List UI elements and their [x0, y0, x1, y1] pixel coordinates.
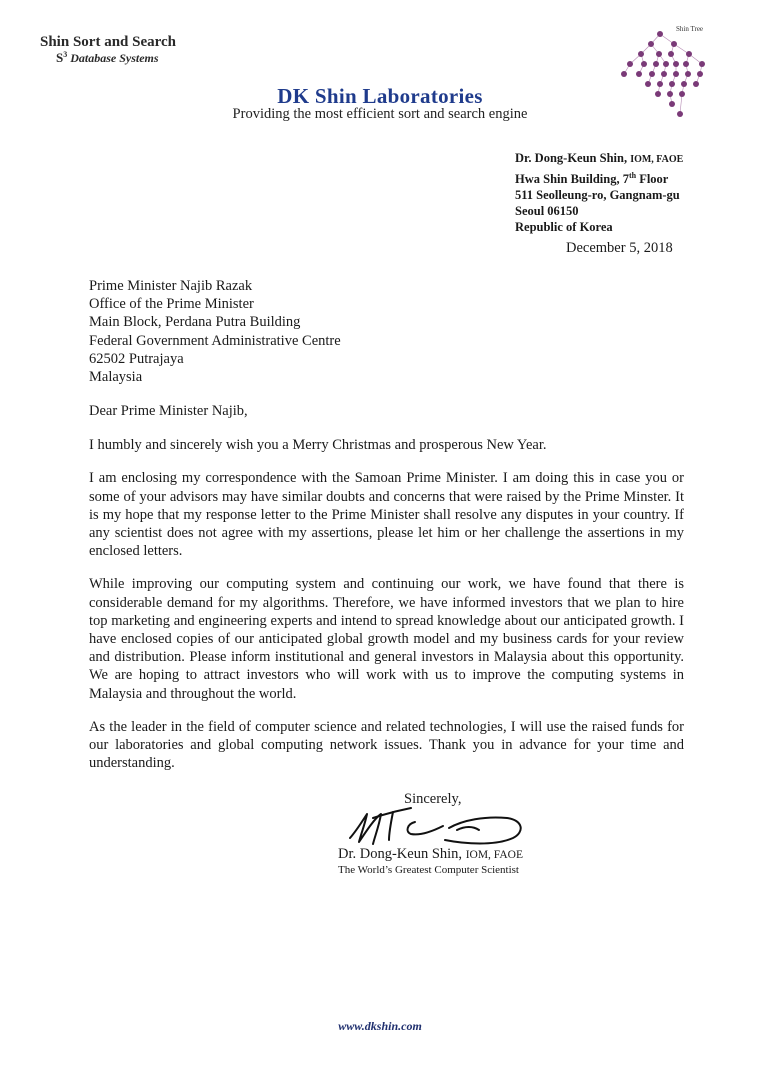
letter-date: December 5, 2018: [566, 240, 673, 256]
sender-country: Republic of Korea: [515, 220, 613, 235]
signer-title: The World’s Greatest Computer Scientist: [338, 864, 519, 876]
letter-body: [89, 402, 684, 787]
website-link[interactable]: www.dkshin.com: [338, 1019, 422, 1033]
recipient-line: 62502 Putrajaya: [89, 350, 184, 367]
recipient-line: Malaysia: [89, 369, 143, 386]
salutation: Dear Prime Minister Najib,: [89, 403, 248, 419]
sender-building: Hwa Shin Building, 7th Floor: [515, 171, 669, 187]
recipient-line: Office of the Prime Minister: [89, 296, 254, 313]
tree-label: Shin Tree: [676, 25, 704, 33]
body-paragraph: I am enclosing my correspondence with the Samoan Prime Minister. I am doing this in case you or some of your advisors may have similar doubts and concerns that were raised by the Prime Minster. It is my hope that my response letter to the Prime Minister shall resolve any disputes in your country. If any scientist does not agree with my assertions, please let him or her challenge the assertions in my enclosed letters.: [89, 470, 684, 560]
signer-name: Dr. Dong-Keun Shin, IOM, FAOE: [338, 846, 523, 862]
company-tagline: Providing the most efficient sort and search engine: [232, 106, 528, 122]
sender-name-line: Dr. Dong-Keun Shin, IOM, FAOE: [515, 151, 684, 165]
body-paragraph: As the leader in the field of computer science and related technologies, I will use the raised funds for our laboratories and global computing network issues. Thank you in advance for your time and understanding.: [89, 718, 684, 772]
company-name: DK Shin Laboratories: [277, 84, 483, 108]
sender-address: [515, 150, 683, 235]
valediction: Sincerely,: [404, 791, 462, 807]
recipient-line: Main Block, Perdana Putra Building: [89, 314, 301, 331]
body-paragraph: While improving our computing system and continuing our work, we have found that there is considerable demand for my algorithms. Therefore, we have informed investors that we plan to hire top marketing and engineering experts and intend to spread knowledge about our anticipated growth. I have enclosed copies of our anticipated global growth model and my business cards for your review and distribution. Please inform institutional and general investors in Malaysia about this opportunity. We are hoping to attract investors who will work with us to improve the computing systems in Malaysia and throughout the world.: [89, 576, 684, 702]
brand-subtitle: $S^3$ Database Systems: [56, 50, 159, 65]
sender-street: 511 Seolleung-ro, Gangnam-gu: [515, 188, 680, 203]
recipient-line: Federal Government Administrative Centre: [89, 332, 341, 349]
recipient-address: [89, 277, 341, 386]
brand-name: Shin Sort and Search: [40, 34, 177, 50]
body-paragraph: I humbly and sincerely wish you a Merry Christmas and prosperous New Year.: [89, 437, 547, 454]
recipient-line: Prime Minister Najib Razak: [89, 278, 253, 294]
sender-city: Seoul 06150: [515, 204, 579, 219]
